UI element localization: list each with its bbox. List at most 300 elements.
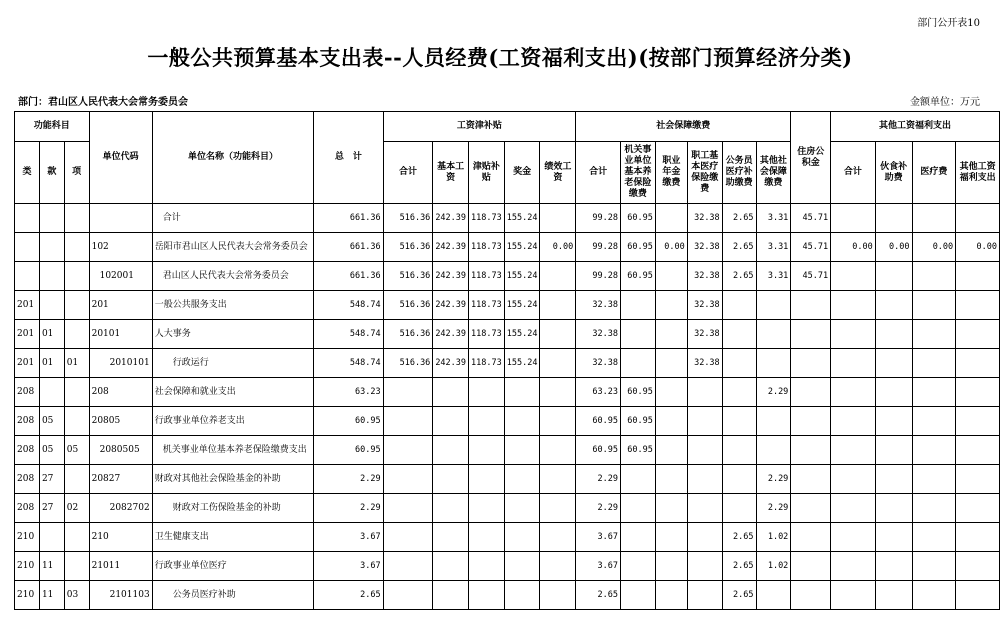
cell-medical: 32.38: [687, 262, 722, 291]
table-row: [15, 581, 1000, 610]
cell-unit-name: 社会保障和就业支出: [152, 378, 314, 407]
cell-housing: 45.71: [791, 262, 831, 291]
cell-medical: 32.38: [687, 233, 722, 262]
cell-social-total: 99.28: [576, 233, 621, 262]
cell-other-social: [756, 349, 791, 378]
cell-civil-medical: [722, 378, 756, 407]
table-row: [15, 262, 1000, 291]
cell-civil-medical: 2.65: [722, 523, 756, 552]
cell-basic-wage: [433, 407, 469, 436]
cell-other-welfare: [956, 552, 1000, 581]
header-civil-medical: 公务员医疗补助缴费: [722, 142, 756, 204]
cell-unit-name: 行政运行: [152, 349, 314, 378]
header-unit-name: 单位名称（功能科目）: [152, 112, 314, 204]
cell-xiang: [64, 204, 89, 233]
cell-social-total: 32.38: [576, 349, 621, 378]
cell-other-social: 3.31: [756, 204, 791, 233]
cell-performance: [540, 436, 576, 465]
header-housing: 住房公积金: [791, 112, 831, 204]
cell-pension: [620, 291, 655, 320]
cell-performance: [540, 494, 576, 523]
cell-kuan: [39, 233, 64, 262]
cell-unit-name: 行政事业单位医疗: [152, 552, 314, 581]
table-row: [15, 494, 1000, 523]
cell-wage-total: 516.36: [383, 291, 433, 320]
cell-unit-name: 财政对工伤保险基金的补助: [152, 494, 314, 523]
cell-other-total: [831, 204, 876, 233]
header-medical-fee: 医疗费: [912, 142, 956, 204]
cell-social-total: 2.65: [576, 581, 621, 610]
cell-other-social: [756, 436, 791, 465]
cell-pension: [620, 349, 655, 378]
page-title: 一般公共预算基本支出表--人员经费(工资福利支出)(按部门预算经济分类): [147, 45, 853, 70]
cell-unit-name: 行政事业单位养老支出: [152, 407, 314, 436]
cell-civil-medical: 2.65: [722, 233, 756, 262]
cell-total: 661.36: [314, 204, 383, 233]
cell-other-welfare: 0.00: [956, 233, 1000, 262]
header-basic-wage: 基本工资: [433, 142, 469, 204]
cell-housing: [791, 494, 831, 523]
cell-medical: 32.38: [687, 204, 722, 233]
cell-unit-code: 21011: [89, 552, 152, 581]
cell-unit-code: 2101103: [89, 581, 152, 610]
cell-pension: 60.95: [620, 378, 655, 407]
cell-bonus: [504, 552, 540, 581]
cell-bonus: 155.24: [504, 204, 540, 233]
cell-allowance: [469, 494, 505, 523]
cell-unit-code: 208: [89, 378, 152, 407]
cell-other-total: [831, 262, 876, 291]
cell-other-total: [831, 523, 876, 552]
cell-wage-total: 516.36: [383, 320, 433, 349]
header-performance: 绩效工资: [540, 142, 576, 204]
cell-pension: 60.95: [620, 233, 655, 262]
cell-allowance: [469, 581, 505, 610]
cell-other-social: 2.29: [756, 494, 791, 523]
cell-basic-wage: [433, 552, 469, 581]
cell-other-social: 3.31: [756, 233, 791, 262]
cell-basic-wage: [433, 581, 469, 610]
cell-other-social: 3.31: [756, 262, 791, 291]
cell-allowance: [469, 523, 505, 552]
cell-medical-fee: [912, 465, 956, 494]
cell-lei: 208: [15, 465, 40, 494]
cell-other-total: [831, 436, 876, 465]
cell-other-welfare: [956, 291, 1000, 320]
cell-kuan: [39, 291, 64, 320]
cell-lei: 208: [15, 494, 40, 523]
table-row: [15, 552, 1000, 581]
cell-annuity: [655, 494, 687, 523]
cell-lei: 208: [15, 407, 40, 436]
cell-wage-total: [383, 581, 433, 610]
cell-performance: [540, 552, 576, 581]
cell-medical: [687, 378, 722, 407]
cell-xiang: 05: [64, 436, 89, 465]
cell-wage-total: [383, 436, 433, 465]
table-row: [15, 407, 1000, 436]
cell-wage-total: [383, 465, 433, 494]
cell-meal: [875, 494, 912, 523]
cell-pension: 60.95: [620, 407, 655, 436]
cell-allowance: 118.73: [469, 204, 505, 233]
cell-performance: [540, 523, 576, 552]
cell-unit-name: 合计: [152, 204, 314, 233]
header-total: 总 计: [314, 112, 383, 204]
cell-pension: [620, 552, 655, 581]
cell-kuan: [39, 523, 64, 552]
cell-meal: [875, 378, 912, 407]
cell-civil-medical: [722, 407, 756, 436]
cell-total: 661.36: [314, 233, 383, 262]
cell-bonus: 155.24: [504, 233, 540, 262]
table-row: [15, 291, 1000, 320]
cell-social-total: 99.28: [576, 262, 621, 291]
cell-unit-name: 卫生健康支出: [152, 523, 314, 552]
cell-wage-total: [383, 552, 433, 581]
cell-medical: [687, 465, 722, 494]
cell-unit-code: 102: [89, 233, 152, 262]
cell-medical: [687, 552, 722, 581]
cell-meal: [875, 407, 912, 436]
cell-annuity: [655, 320, 687, 349]
header-meal: 伙食补助费: [875, 142, 912, 204]
cell-performance: [540, 465, 576, 494]
cell-other-total: [831, 320, 876, 349]
cell-unit-name: 机关事业单位基本养老保险缴费支出: [152, 436, 314, 465]
cell-performance: [540, 581, 576, 610]
cell-lei: 201: [15, 349, 40, 378]
header-pension: 机关事业单位基本养老保险缴费: [620, 142, 655, 204]
cell-housing: [791, 349, 831, 378]
cell-annuity: [655, 465, 687, 494]
cell-other-total: [831, 552, 876, 581]
cell-medical-fee: [912, 436, 956, 465]
cell-medical-fee: [912, 349, 956, 378]
cell-basic-wage: 242.39: [433, 233, 469, 262]
cell-social-total: 60.95: [576, 407, 621, 436]
budget-table: [14, 111, 1000, 610]
cell-xiang: [64, 378, 89, 407]
cell-xiang: [64, 465, 89, 494]
header-kuan: 款: [39, 142, 64, 204]
cell-bonus: [504, 581, 540, 610]
cell-social-total: 2.29: [576, 465, 621, 494]
cell-allowance: [469, 465, 505, 494]
header-social-group: 社会保障缴费: [576, 112, 791, 142]
cell-pension: 60.95: [620, 262, 655, 291]
cell-civil-medical: [722, 291, 756, 320]
cell-allowance: [469, 407, 505, 436]
cell-medical: 32.38: [687, 291, 722, 320]
cell-pension: [620, 465, 655, 494]
cell-annuity: [655, 349, 687, 378]
header-social-total: 合计: [576, 142, 621, 204]
cell-unit-code: 210: [89, 523, 152, 552]
cell-other-total: [831, 407, 876, 436]
cell-allowance: 118.73: [469, 349, 505, 378]
header-unit-code: 单位代码: [89, 112, 152, 204]
cell-other-welfare: [956, 465, 1000, 494]
cell-housing: [791, 291, 831, 320]
cell-bonus: [504, 523, 540, 552]
cell-annuity: [655, 523, 687, 552]
cell-total: 60.95: [314, 407, 383, 436]
header-wage-total: 合计: [383, 142, 433, 204]
cell-other-total: [831, 378, 876, 407]
cell-unit-name: 君山区人民代表大会常务委员会: [152, 262, 314, 291]
table-row: [15, 349, 1000, 378]
cell-bonus: [504, 407, 540, 436]
cell-annuity: [655, 581, 687, 610]
cell-performance: [540, 291, 576, 320]
cell-total: 548.74: [314, 291, 383, 320]
cell-other-welfare: [956, 436, 1000, 465]
cell-medical: [687, 581, 722, 610]
cell-meal: [875, 581, 912, 610]
cell-basic-wage: 242.39: [433, 262, 469, 291]
cell-bonus: [504, 494, 540, 523]
cell-wage-total: 516.36: [383, 233, 433, 262]
cell-medical-fee: [912, 320, 956, 349]
header-other-total: 合计: [831, 142, 876, 204]
cell-allowance: 118.73: [469, 291, 505, 320]
cell-performance: 0.00: [540, 233, 576, 262]
header-lei: 类: [15, 142, 40, 204]
cell-meal: [875, 465, 912, 494]
cell-other-total: [831, 291, 876, 320]
cell-allowance: 118.73: [469, 320, 505, 349]
cell-kuan: 05: [39, 407, 64, 436]
table-row: [15, 204, 1000, 233]
cell-other-total: 0.00: [831, 233, 876, 262]
cell-bonus: 155.24: [504, 262, 540, 291]
cell-kuan: 01: [39, 320, 64, 349]
cell-civil-medical: [722, 436, 756, 465]
cell-pension: 60.95: [620, 204, 655, 233]
cell-total: 661.36: [314, 262, 383, 291]
cell-pension: [620, 320, 655, 349]
cell-other-welfare: [956, 320, 1000, 349]
cell-other-social: [756, 320, 791, 349]
cell-basic-wage: 242.39: [433, 349, 469, 378]
cell-unit-code: 2080505: [89, 436, 152, 465]
cell-lei: 210: [15, 523, 40, 552]
cell-kuan: [39, 378, 64, 407]
cell-annuity: [655, 378, 687, 407]
cell-other-welfare: [956, 581, 1000, 610]
cell-allowance: [469, 378, 505, 407]
cell-civil-medical: [722, 465, 756, 494]
cell-pension: [620, 581, 655, 610]
cell-total: 3.67: [314, 523, 383, 552]
cell-medical-fee: [912, 494, 956, 523]
cell-xiang: 03: [64, 581, 89, 610]
cell-xiang: [64, 407, 89, 436]
cell-civil-medical: [722, 320, 756, 349]
cell-kuan: 01: [39, 349, 64, 378]
cell-total: 2.29: [314, 465, 383, 494]
cell-wage-total: 516.36: [383, 262, 433, 291]
cell-pension: [620, 523, 655, 552]
cell-basic-wage: [433, 436, 469, 465]
cell-bonus: 155.24: [504, 349, 540, 378]
cell-kuan: 11: [39, 581, 64, 610]
cell-civil-medical: 2.65: [722, 581, 756, 610]
cell-wage-total: [383, 494, 433, 523]
cell-total: 2.65: [314, 581, 383, 610]
cell-civil-medical: 2.65: [722, 262, 756, 291]
cell-housing: [791, 552, 831, 581]
cell-performance: [540, 349, 576, 378]
cell-xiang: [64, 262, 89, 291]
header-other-welfare: 其他工资福利支出: [956, 142, 1000, 204]
cell-medical: [687, 523, 722, 552]
cell-medical-fee: [912, 523, 956, 552]
cell-housing: [791, 523, 831, 552]
cell-medical-fee: [912, 581, 956, 610]
cell-wage-total: 516.36: [383, 204, 433, 233]
cell-allowance: 118.73: [469, 233, 505, 262]
cell-housing: [791, 378, 831, 407]
cell-other-total: [831, 349, 876, 378]
cell-performance: [540, 204, 576, 233]
cell-xiang: 01: [64, 349, 89, 378]
cell-unit-code: 20805: [89, 407, 152, 436]
cell-housing: [791, 407, 831, 436]
cell-kuan: 27: [39, 465, 64, 494]
header-func-subject: 功能科目: [15, 112, 90, 142]
cell-civil-medical: [722, 349, 756, 378]
cell-housing: [791, 465, 831, 494]
cell-basic-wage: [433, 523, 469, 552]
cell-lei: 210: [15, 581, 40, 610]
cell-other-social: 1.02: [756, 552, 791, 581]
cell-medical-fee: [912, 291, 956, 320]
cell-xiang: [64, 523, 89, 552]
cell-basic-wage: 242.39: [433, 204, 469, 233]
cell-meal: [875, 436, 912, 465]
cell-meal: [875, 523, 912, 552]
cell-pension: 60.95: [620, 436, 655, 465]
cell-housing: [791, 581, 831, 610]
cell-wage-total: [383, 378, 433, 407]
cell-civil-medical: 2.65: [722, 204, 756, 233]
cell-social-total: 99.28: [576, 204, 621, 233]
cell-kuan: 11: [39, 552, 64, 581]
cell-wage-total: 516.36: [383, 349, 433, 378]
cell-lei: [15, 233, 40, 262]
cell-housing: [791, 320, 831, 349]
header-other-social: 其他社会保障缴费: [756, 142, 791, 204]
cell-other-social: 2.29: [756, 465, 791, 494]
cell-unit-code: 2082702: [89, 494, 152, 523]
cell-unit-code: 2010101: [89, 349, 152, 378]
cell-performance: [540, 378, 576, 407]
cell-xiang: 02: [64, 494, 89, 523]
cell-housing: 45.71: [791, 204, 831, 233]
cell-social-total: 3.67: [576, 523, 621, 552]
cell-social-total: 32.38: [576, 320, 621, 349]
cell-kuan: 05: [39, 436, 64, 465]
cell-social-total: 63.23: [576, 378, 621, 407]
cell-allowance: [469, 552, 505, 581]
cell-lei: 201: [15, 291, 40, 320]
cell-meal: 0.00: [875, 233, 912, 262]
cell-total: 2.29: [314, 494, 383, 523]
cell-meal: [875, 262, 912, 291]
header-other-group: 其他工资福利支出: [831, 112, 1000, 142]
cell-other-welfare: [956, 349, 1000, 378]
cell-basic-wage: [433, 465, 469, 494]
cell-medical-fee: [912, 407, 956, 436]
cell-medical: 32.38: [687, 320, 722, 349]
cell-housing: [791, 436, 831, 465]
cell-other-social: [756, 291, 791, 320]
cell-pension: [620, 494, 655, 523]
table-body: [15, 204, 1000, 610]
table-row: [15, 233, 1000, 262]
cell-allowance: [469, 436, 505, 465]
cell-annuity: [655, 262, 687, 291]
unit-label: 金额单位：万元: [910, 97, 980, 108]
cell-other-social: [756, 581, 791, 610]
cell-other-welfare: [956, 407, 1000, 436]
cell-civil-medical: 2.65: [722, 552, 756, 581]
cell-xiang: [64, 291, 89, 320]
cell-medical: [687, 407, 722, 436]
table-row: [15, 523, 1000, 552]
cell-other-welfare: [956, 378, 1000, 407]
cell-medical: 32.38: [687, 349, 722, 378]
table-row: [15, 436, 1000, 465]
cell-lei: [15, 204, 40, 233]
cell-social-total: 2.29: [576, 494, 621, 523]
cell-bonus: 155.24: [504, 320, 540, 349]
cell-medical-fee: [912, 552, 956, 581]
cell-lei: 201: [15, 320, 40, 349]
cell-other-social: [756, 407, 791, 436]
cell-other-total: [831, 494, 876, 523]
cell-other-total: [831, 465, 876, 494]
cell-unit-code: 201: [89, 291, 152, 320]
cell-unit-name: 人大事务: [152, 320, 314, 349]
cell-other-social: 2.29: [756, 378, 791, 407]
header-wage-group: 工资津补贴: [383, 112, 576, 142]
cell-annuity: 0.00: [655, 233, 687, 262]
cell-basic-wage: [433, 378, 469, 407]
cell-medical-fee: 0.00: [912, 233, 956, 262]
cell-annuity: [655, 407, 687, 436]
cell-bonus: 155.24: [504, 291, 540, 320]
cell-other-welfare: [956, 523, 1000, 552]
header-bonus: 奖金: [504, 142, 540, 204]
cell-social-total: 60.95: [576, 436, 621, 465]
cell-performance: [540, 262, 576, 291]
cell-performance: [540, 320, 576, 349]
cell-annuity: [655, 291, 687, 320]
cell-total: 60.95: [314, 436, 383, 465]
header-allowance: 津贴补贴: [469, 142, 505, 204]
cell-unit-code: 20101: [89, 320, 152, 349]
header-xiang: 项: [64, 142, 89, 204]
cell-other-social: 1.02: [756, 523, 791, 552]
cell-bonus: [504, 465, 540, 494]
cell-wage-total: [383, 523, 433, 552]
cell-bonus: [504, 436, 540, 465]
cell-xiang: [64, 233, 89, 262]
cell-kuan: [39, 262, 64, 291]
